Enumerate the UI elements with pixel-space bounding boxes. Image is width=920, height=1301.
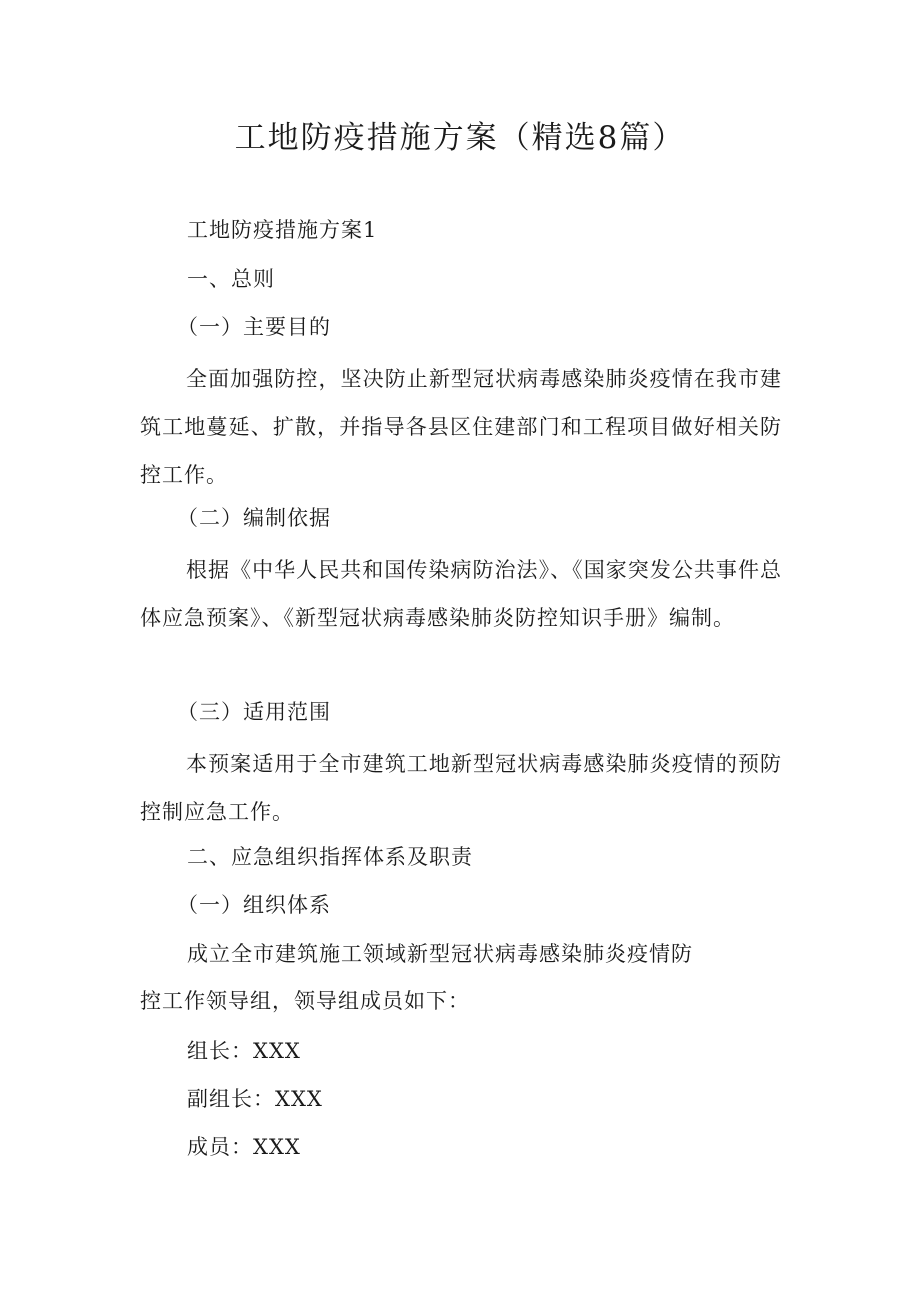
member-line: 成员：XXX (187, 1135, 301, 1159)
paragraph-system-line1: 成立全市建筑施工领域新型冠状病毒感染肺炎疫情防 (187, 942, 693, 966)
heading-basis: （二）编制依据 (177, 506, 331, 530)
heading-purpose: （一）主要目的 (177, 315, 331, 339)
heading-system: （一）组织体系 (177, 893, 331, 917)
leader-line: 组长：XXX (187, 1039, 301, 1063)
heading-scope: （三）适用范围 (177, 700, 331, 724)
heading-general: 一、总则 (187, 267, 275, 291)
deputy-leader-line: 副组长：XXX (187, 1087, 323, 1111)
paragraph-system-line2: 控工作领导组，领导组成员如下： (140, 989, 470, 1013)
paragraph-purpose: 全面加强防控，坚决防止新型冠状病毒感染肺炎疫情在我市建筑工地蔓延、扩散，并指导各县区住建部门和工程项目做好相关防控工作。 (140, 367, 782, 487)
paragraph-basis: 根据《中华人民共和国传染病防治法》、《国家突发公共事件总体应急预案》、《新型冠状病毒感染肺炎防控知识手册》编制。 (140, 558, 782, 630)
document-title: 工地防疫措施方案（精选8篇） (234, 120, 686, 156)
section-title: 工地防疫措施方案1 (187, 218, 378, 242)
heading-organization: 二、应急组织指挥体系及职责 (187, 845, 473, 869)
paragraph-scope: 本预案适用于全市建筑工地新型冠状病毒感染肺炎疫情的预防控制应急工作。 (140, 752, 782, 824)
